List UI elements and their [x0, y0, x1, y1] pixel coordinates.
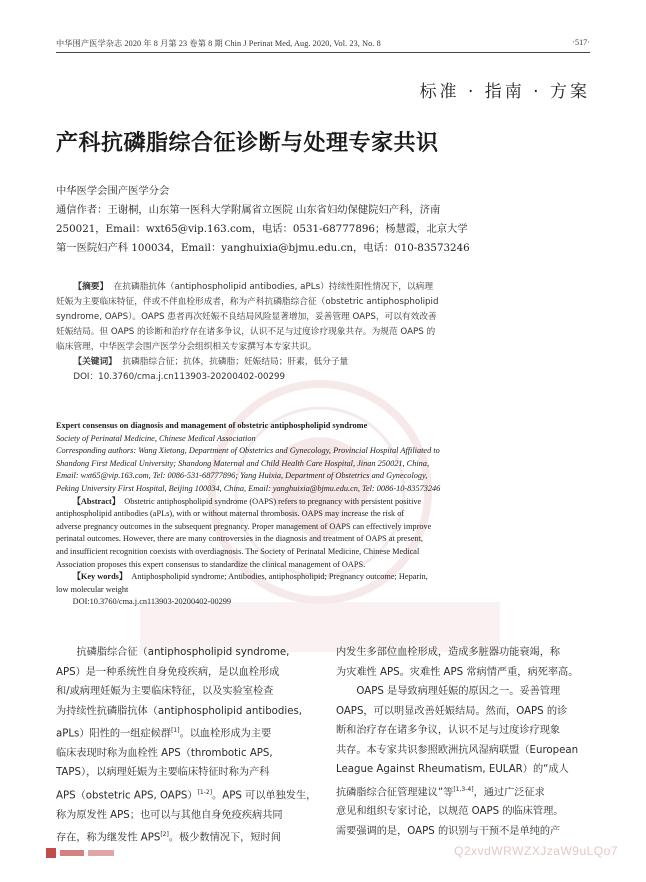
body-line: 为持续性抗磷脂抗体（antiphospholipid antibodies, — [56, 705, 303, 717]
english-abstract-line: and insufficient recognition coexists with overdiagnosis. The Society of Perinatal Medicine, Chinese Medical — [56, 546, 420, 556]
english-abstract-line: perinatal outcomes. However, there are many controversies in the diagnosis and treatment of OAPS at present, — [56, 534, 423, 544]
body-line: aPLs）阳性的一组症候群 — [56, 728, 172, 740]
english-corresponding-line: Corresponding authors: Wang Xietong, Department of Obstetrics and Gynecology, Provincial Hospital Affiliated to — [56, 446, 440, 456]
body-line: 断和治疗存在诸多争议，认识不足与过度诊疗现象 — [336, 725, 561, 736]
keywords: 抗磷脂综合征；抗体，抗磷脂；妊娠结局；肝素，低分子量 — [122, 357, 349, 367]
body-line: 为灾难性 APS。灾难性 APS 常病情严重，病死率高。 — [336, 666, 579, 678]
english-abstract-label: 【Abstract】 — [72, 496, 121, 506]
english-abstract-line: antiphospholipid antibodies (aPLs), with or without maternal thrombosis. OAPS may increase the risk of — [56, 509, 405, 519]
author-block — [56, 182, 590, 258]
citation[interactable]: [1-2] — [197, 788, 213, 796]
english-abstract-line: adverse pregnancy outcomes in the subsequent pregnancy. Proper management of OAPS can effectively improve — [56, 521, 432, 531]
footer-code: Q2xvdWRWZXJzaW9uLQo7 — [454, 844, 618, 858]
header-rule — [56, 52, 590, 53]
body-line: 需要强调的是，OAPS 的识别与干预不是单纯的产 — [336, 825, 561, 837]
english-society: Society of Perinatal Medicine, Chinese Medical Association — [56, 433, 256, 443]
citation[interactable]: [1,3-4] — [453, 785, 474, 793]
body-line: 和/或病理妊娠为主要临床特征，以及实验室检查 — [56, 686, 274, 697]
english-keywords-label: 【Key words】 — [72, 572, 128, 582]
section-tag: 标准 · 指南 · 方案 — [419, 82, 590, 102]
body-line: APS（obstetric APS, OAPS） — [56, 790, 198, 802]
english-keywords: low molecular weight — [56, 584, 129, 594]
english-corresponding-line: Email: wxt65@vip.163.com, Tel: 0086-531-68777896; Yang Huixia, Department of Obstetrics and Gynecology, — [56, 471, 428, 481]
body-line: OAPS 是导致病理妊娠的原因之一。妥善管理 — [356, 686, 561, 697]
correspondence-line: 250021，Email：wxt65@vip.163.com，电话：0531-68777896；杨慧霞，北京大学 — [56, 223, 468, 235]
abstract-label: 【摘要】 — [73, 282, 109, 292]
body-line: OAPS，可以明显改善妊娠结局。然而，OAPS 的诊 — [336, 705, 568, 717]
body-line: 抗磷脂综合征管理建议”等 — [336, 786, 454, 798]
abstract-line: 妊娠结局。但 OAPS 的诊断和治疗存在诸多争议，认识不足与过度诊疗现象共存。为规范 OAPS 的 — [56, 327, 436, 337]
body-line: 共存。本专家共识参照欧洲抗风湿病联盟（European — [336, 744, 579, 756]
english-keywords: Antiphospholipid syndrome; Antibodies, antiphospholipid; Pregnancy outcome; Heparin, — [131, 572, 428, 582]
doi-cn: DOI：10.3760/cma.j.cn113903-20200402-00299 — [73, 372, 286, 382]
correspondence-line: 通信作者：王谢桐，山东第一医科大学附属省立医院 山东省妇幼保健院妇产科，济南 — [56, 204, 441, 216]
english-corresponding-line: Peking University First Hospital, Beijing 100034, China, Email: yanghuixia@bjmu.edu.cn, Tel: 0086-10-83573246 — [56, 483, 441, 493]
body-line: League Against Rheumatism, EULAR）的“成人 — [336, 764, 569, 775]
body-column-left — [56, 643, 318, 848]
english-title: Expert consensus on diagnosis and management of obstetric antiphospholipid syndrome — [56, 421, 368, 430]
body-column-right — [336, 643, 598, 841]
body-line: ，通过广泛征求 — [473, 786, 545, 798]
abstract-line: 在抗磷脂抗体（antiphospholipid antibodies, aPLs）持续性阳性情况下，以病理 — [113, 282, 434, 292]
abstract-en — [56, 420, 590, 609]
abstract-line: 临床管理，中华医学会围产医学分会组织相关专家撰写本专家共识。 — [56, 342, 317, 352]
body-line: 称为原发性 APS；也可以与其他自身免疫疾病共同 — [56, 809, 283, 821]
society-name: 中华医学会围产医学分会 — [56, 185, 170, 197]
body-line: 临床表现时称为血栓性 APS（thrombotic APS, — [56, 747, 273, 759]
keywords-label: 【关键词】 — [73, 357, 117, 367]
body-line: 。极少数情况下，短时间 — [168, 832, 281, 844]
abstract-line: 妊娠为主要临床特征，伴或不伴血栓形成者，称为产科抗磷脂综合征（obstetric antiphospholipid — [56, 297, 439, 307]
english-abstract-line: Obstetric antiphospholipid syndrome (OAPS) refers to pregnancy with persistent positive — [124, 496, 422, 506]
correspondence-line: 第一医院妇产科 100034，Email：yanghuixia@bjmu.edu.cn，电话：010-83573246 — [56, 242, 470, 254]
abstract-cn — [56, 280, 590, 385]
citation[interactable]: [1] — [171, 727, 180, 734]
body-line: 抗磷脂综合征（antiphospholipid syndrome, — [76, 647, 290, 658]
body-line: 。以血栓形成为主要 — [179, 728, 272, 740]
english-abstract-line: Association proposes this expert consensus to standardize the clinical management of OAPS. — [56, 559, 366, 569]
body-line: APS）是一种系统性自身免疫疾病，是以血栓形成 — [56, 666, 280, 678]
running-title: 中华围产医学杂志 2020 年 8 月第 23 卷第 8 期 Chin J Perinat Med, Aug. 2020, Vol. 23, No. 8 — [56, 39, 381, 48]
body-line: 。APS 可以单独发生， — [212, 790, 317, 802]
english-corresponding-line: Shandong First Medical University; Shandong Maternal and Child Health Care Hospital, Jinan 250021, China, — [56, 458, 430, 468]
english-doi: DOI:10.3760/cma.j.cn113903-20200402-00299 — [72, 597, 232, 607]
body-line: TAPS），以病理妊娠为主要临床特征时称为产科 — [56, 767, 270, 779]
abstract-line: syndrome, OAPS）。OAPS 患者再次妊娠不良结局风险显著增加，妥善管理 OAPS，可以有效改善 — [56, 312, 437, 322]
publisher-logo — [46, 846, 116, 860]
body-line: 存在，称为继发性 APS — [56, 832, 161, 844]
article-title: 产科抗磷脂综合征诊断与处理专家共识 — [56, 131, 439, 156]
body-line: 意见和组织专家讨论，以规范 OAPS 的临床管理。 — [336, 806, 564, 818]
citation[interactable]: [2] — [160, 831, 169, 839]
body-line: 内发生多部位血栓形成，造成多脏器功能衰竭，称 — [336, 647, 561, 658]
page-number: ·517· — [572, 38, 590, 47]
